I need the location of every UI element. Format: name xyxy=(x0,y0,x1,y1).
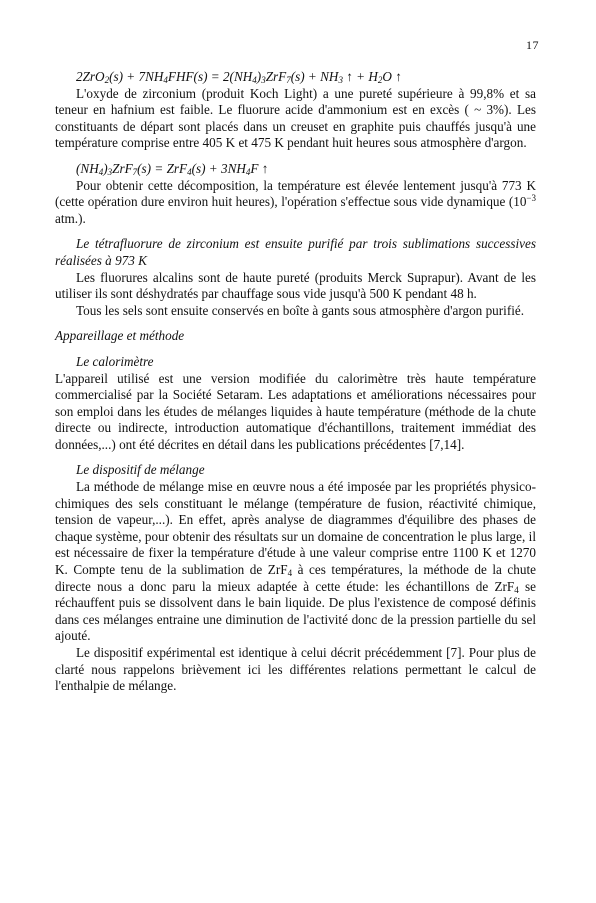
paragraph-storage: Tous les sels sont ensuite conservés en boîte à gants sous atmosphère d'argon purifié. xyxy=(76,302,525,318)
paragraph-decomposition: Pour obtenir cette décomposition, la température est élevée lentement jusqu'à 773 K (cette opération dure environ huit heures), l'opération s'effectue sous vide dynamique ($10^{-3}$ atm.). xyxy=(55,177,536,226)
paragraph-calorimeter: L'appareil utilisé est une version modifiée du calorimètre très haute température commercialisé par la Société Setaram. Les adaptations et améliorations nécessaires pour son emploi dans les études de mélanges liquides à haute température (méthode de la chute directe ou indirecte, introduction automatique d'échantillons, traitement immédiat des données,...) ont été décrites en détail dans les publications précédentes [7,14]. xyxy=(55,370,536,452)
text-column xyxy=(55,69,536,695)
paragraph-alkali-fluorides: Les fluorures alcalins sont de haute pureté (produits Merck Suprapur). Avant de les utiliser ils sont déshydratés par chauffage sous vide jusqu'à 500 K pendant 48 h. xyxy=(55,269,536,302)
subheading-mixing-device: Le dispositif de mélange xyxy=(76,462,205,478)
subheading-calorimeter: Le calorimètre xyxy=(76,353,154,369)
page-number: 17 xyxy=(526,38,539,52)
paragraph-experimental-setup: Le dispositif expérimental est identique à celui décrit précédemment [7]. Pour plus de clarté nous rappelons brièvement ici les différentes relations permettant le calcul de l'enthalpie de mélange. xyxy=(55,645,536,694)
equation-1: $2ZrO_2(s) + 7NH_4FHF(s) = 2(NH_4)_3ZrF_7(s) + NH_3$ ↑ + $H_2O$ ↑ xyxy=(76,69,402,85)
equation-2: $(NH_4)_3ZrF_7(s) = ZrF_4(s) + 3NH_4F$ ↑ xyxy=(76,160,269,177)
paragraph-mixing-method: La méthode de mélange mise en œuvre nous a été imposée par les propriétés physico-chimiques des sels constituant le mélange (température de fusion, réactivité chimique, tension de vapeur,...). En effet, après analyse de diagrammes d'équilibre des phases de chaque système, pour obtenir des résultats sur un domaine de concentration le plus large, il est nécessaire de fixer la température d'étude à une valeur comprise entre 1100 K et 1270 K. Compte tenu de la sublimation de ZrF$_4$ à ces températures, la méthode de la chute directe nous a donc paru la mieux adaptée à cette étude: les échantillons de ZrF$_4$ se réchauffent puis se dissolvent dans le bain liquide. De plus l'existence de composé définis dans ces mélanges entraine une diminution de l'activité donc de la pression partielle du sel ajouté. xyxy=(55,479,536,644)
section-heading: Appareillage et méthode xyxy=(55,328,185,344)
paragraph-oxide: L'oxyde de zirconium (produit Koch Light) a une pureté supérieure à 99,8% et sa teneur en hafnium est faible. Le fluorure acide d'ammonium est en excès ( ~ 3%). Les constituants de départ sont placés dans un creuset en graphite puis chauffés jusqu'à une température comprise entre 405 K et 475 K pendant huit heures sous atmosphère d'argon. xyxy=(55,85,536,151)
paragraph-purification: Le tétrafluorure de zirconium est ensuite purifié par trois sublimations successives réalisées à 973 K xyxy=(55,236,536,268)
